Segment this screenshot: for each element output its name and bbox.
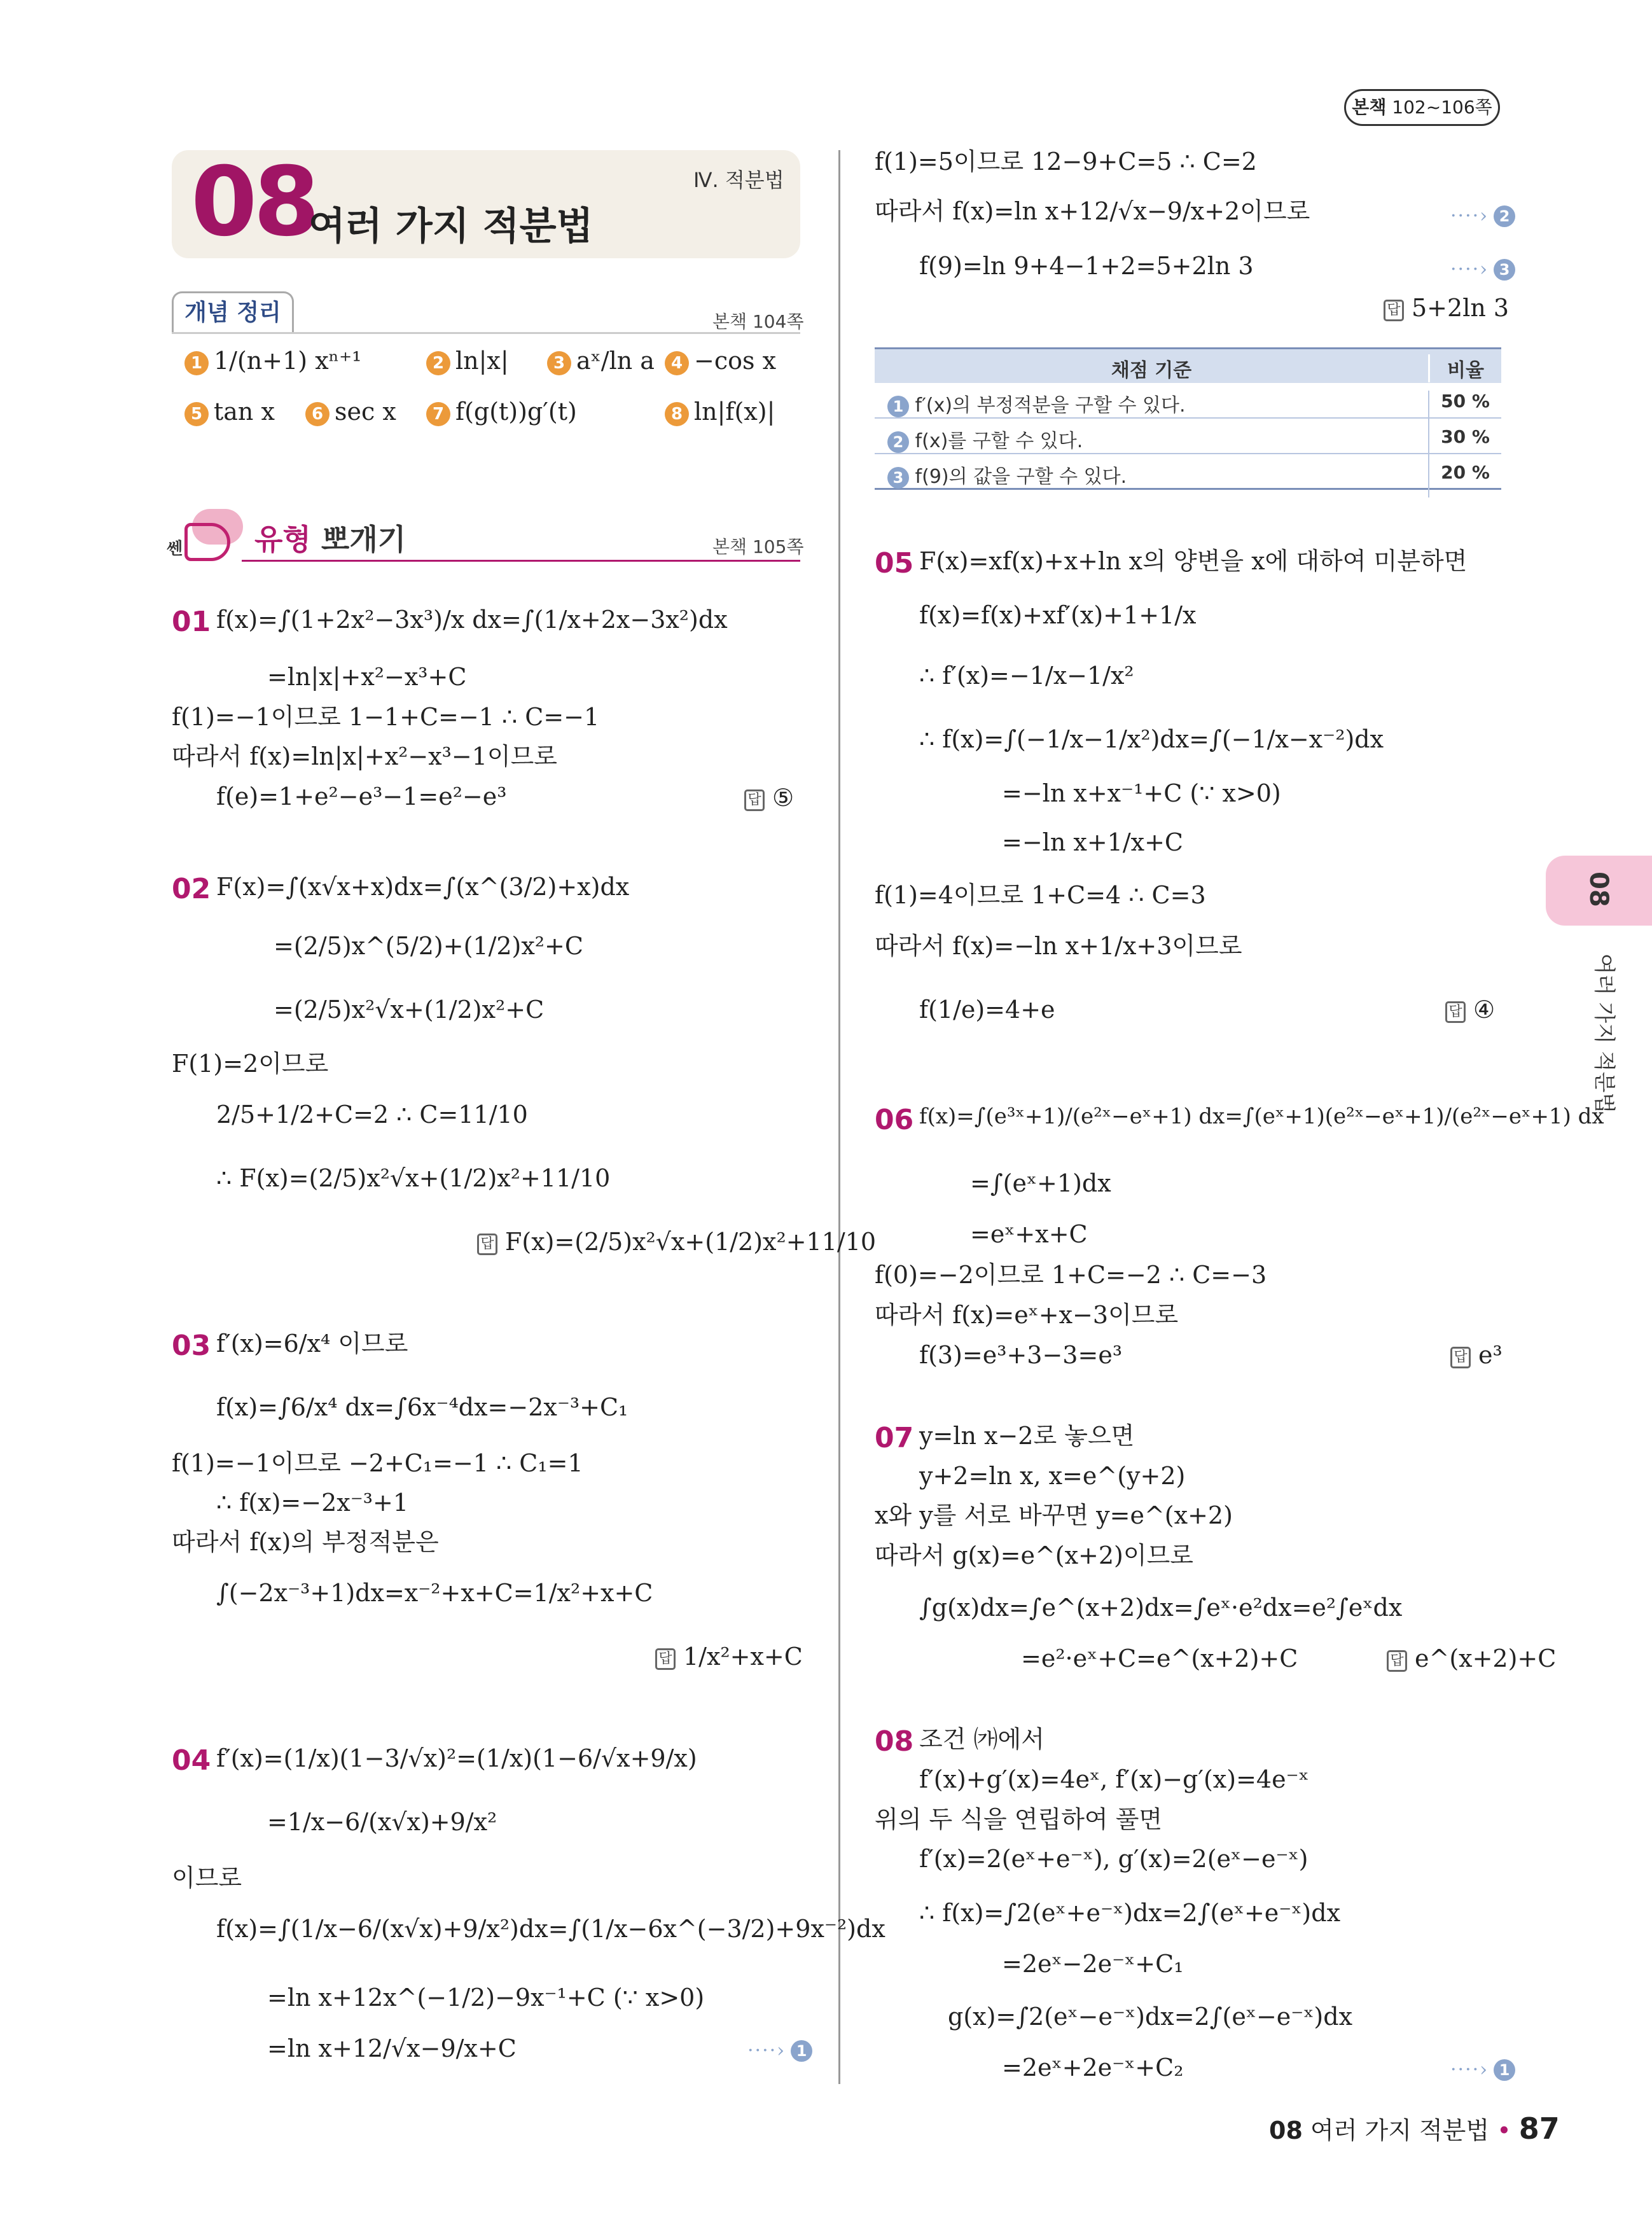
arrow-icon: ····› <box>1450 205 1489 227</box>
rubric-row-3-text <box>887 461 1127 489</box>
answer-icon: 답 <box>1387 1650 1407 1672</box>
q06-answer <box>1450 1341 1503 1370</box>
q05-line-4: ∴ f(x)=∫(−1/x−1/x²)dx=∫(−1/x−x⁻²)dx <box>919 725 1384 753</box>
q01-answer-value: ⑤ <box>772 784 795 812</box>
page-number: 87 <box>1518 2111 1560 2146</box>
q05-line-5: =−ln x+x⁻¹+C (∵ x>0) <box>1002 779 1281 807</box>
q06-answer-value: e³ <box>1478 1341 1503 1369</box>
q04-line-2: =1/x−6/(x√x)+9/x² <box>267 1808 497 1836</box>
q04-cont-line-2: 따라서 f(x)=ln x+12/√x−9/x+2이므로 <box>875 197 1310 225</box>
q04-cont-line-3: f(9)=ln 9+4−1+2=5+2ln 3 <box>919 252 1254 280</box>
q08-mark-num: 1 <box>1494 2059 1515 2081</box>
q07-line-1: y=ln x−2로 놓으면 <box>919 1422 1135 1450</box>
concept-text-8: ln|f(x)| <box>694 398 775 426</box>
concept-divider <box>172 332 800 334</box>
rubric-row-3-desc: f(9)의 값을 구할 수 있다. <box>915 466 1127 488</box>
q05-number: 05 <box>875 547 914 580</box>
q05-line-2: f(x)=f(x)+xf′(x)+1+1/x <box>919 601 1197 629</box>
concept-num-8: 8 <box>665 402 689 426</box>
q04-answer-value: 5+2ln 3 <box>1412 294 1510 322</box>
section-title-rest: 뽀개기 <box>310 522 406 557</box>
rubric-head-criteria: 채점 기준 <box>1111 359 1192 382</box>
chapter-number: 08 <box>191 147 316 258</box>
q05-line-9: f(1/e)=4+e <box>919 996 1055 1024</box>
concept-item-5 <box>184 398 275 426</box>
concept-text-1: 1/(n+1) xⁿ⁺¹ <box>214 347 362 375</box>
arrow-icon: ····› <box>747 2040 786 2062</box>
rubric-row-3-num: 3 <box>887 467 909 489</box>
rubric-row-2-rate: 30 % <box>1428 426 1501 462</box>
concept-text-4: −cos x <box>694 347 777 375</box>
page-footer <box>1269 2111 1560 2146</box>
q04-cont-mark-3 <box>1450 253 1515 282</box>
rubric-row-1-num: 1 <box>887 396 909 417</box>
arrow-icon: ····› <box>1450 258 1489 281</box>
q07-number: 07 <box>875 1422 914 1454</box>
rubric-row-3 <box>875 454 1501 490</box>
side-tab-title: 여러 가지 적분법 <box>1591 953 1617 1114</box>
q05-line-6: =−ln x+1/x+C <box>1002 828 1183 856</box>
q08-line-4: f′(x)=2(eˣ+e⁻ˣ), g′(x)=2(eˣ−e⁻ˣ) <box>919 1845 1308 1873</box>
q02-line-4: F(1)=2이므로 <box>172 1050 329 1078</box>
q08-line-1: 조건 ㈎에서 <box>919 1725 1045 1753</box>
side-tab-number: 08 <box>1583 872 1613 907</box>
concept-num-7: 7 <box>426 402 450 426</box>
q02-line-2: =(2/5)x^(5/2)+(1/2)x²+C <box>274 932 583 960</box>
q03-line-5: 따라서 f(x)의 부정적분은 <box>172 1528 439 1556</box>
concept-item-8 <box>665 398 775 426</box>
q03-number: 03 <box>172 1330 211 1362</box>
q03-line-4: ∴ f(x)=−2x⁻³+1 <box>216 1489 408 1517</box>
concept-num-6: 6 <box>305 402 330 426</box>
top-ref-bold: 본책 <box>1352 97 1387 118</box>
answer-icon: 답 <box>1445 1001 1466 1023</box>
q03-line-1: f′(x)=6/x⁴ 이므로 <box>216 1330 408 1358</box>
q04-cont-mark-3-num: 3 <box>1494 259 1515 281</box>
footer-sep: • <box>1497 2116 1511 2144</box>
answer-icon: 답 <box>655 1648 676 1670</box>
q02-line-3: =(2/5)x²√x+(1/2)x²+C <box>274 996 545 1024</box>
q04-cont-line-1: f(1)=5이므로 12−9+C=5 ∴ C=2 <box>875 148 1257 176</box>
answer-icon: 답 <box>744 789 765 811</box>
rubric-row-2-num: 2 <box>887 431 909 453</box>
concept-text-6: sec x <box>335 398 396 426</box>
rubric-row-2-desc: f(x)를 구할 수 있다. <box>915 430 1083 452</box>
q08-line-2: f′(x)+g′(x)=4eˣ, f′(x)−g′(x)=4e⁻ˣ <box>919 1765 1309 1793</box>
q02-answer <box>477 1228 876 1257</box>
answer-icon: 답 <box>1384 300 1404 321</box>
chapter-title-box <box>172 147 800 258</box>
concept-ref: 본책 104쪽 <box>712 311 804 332</box>
q08-line-7: g(x)=∫2(eˣ−e⁻ˣ)dx=2∫(eˣ−e⁻ˣ)dx <box>948 2003 1353 2031</box>
rubric-row-2-text <box>887 425 1083 453</box>
q01-line-1: f(x)=∫(1+2x²−3x³)/x dx=∫(1/x+2x−3x²)dx <box>216 606 728 634</box>
q04-cont-mark-2-num: 2 <box>1494 205 1515 227</box>
q06-line-2: =∫(eˣ+1)dx <box>970 1169 1111 1197</box>
q07-line-4: 따라서 g(x)=e^(x+2)이므로 <box>875 1541 1193 1569</box>
concept-text-3: aˣ/ln a <box>576 347 655 375</box>
q06-line-1: f(x)=∫(e³ˣ+1)/(e²ˣ−eˣ+1) dx=∫(eˣ+1)(e²ˣ−eˣ+1)/(e²ˣ−eˣ+1) dx <box>919 1104 1604 1129</box>
q06-line-3: =eˣ+x+C <box>970 1220 1088 1248</box>
q07-answer <box>1387 1644 1556 1674</box>
q01-line-5: f(e)=1+e²−e³−1=e²−e³ <box>216 782 507 810</box>
q05-answer-value: ④ <box>1473 996 1496 1024</box>
q07-line-2: y+2=ln x, x=e^(y+2) <box>919 1462 1186 1490</box>
q03-answer-value: 1/x²+x+C <box>683 1643 803 1671</box>
concept-num-5: 5 <box>184 402 209 426</box>
q02-number: 02 <box>172 873 211 905</box>
q07-line-5: ∫g(x)dx=∫e^(x+2)dx=∫eˣ·e²dx=e²∫eˣdx <box>919 1594 1403 1622</box>
answer-icon: 답 <box>477 1234 497 1255</box>
q03-line-6: ∫(−2x⁻³+1)dx=x⁻²+x+C=1/x²+x+C <box>216 1579 653 1607</box>
logo-shape-front <box>184 523 230 561</box>
q04-line-5: =ln x+12x^(−1/2)−9x⁻¹+C (∵ x>0) <box>267 1984 705 2012</box>
q05-answer <box>1445 996 1495 1025</box>
concept-item-6 <box>305 398 396 426</box>
column-divider <box>838 150 840 2084</box>
q08-line-5: ∴ f(x)=∫2(eˣ+e⁻ˣ)dx=2∫(eˣ+e⁻ˣ)dx <box>919 1899 1341 1927</box>
logo-text: 쎈 <box>167 539 183 559</box>
concept-num-1: 1 <box>184 351 209 375</box>
section-title-accent: 유형 <box>254 522 311 557</box>
q04-cont-mark-2 <box>1450 200 1515 229</box>
top-ref-pages: 102~106쪽 <box>1386 97 1492 118</box>
q05-line-3: ∴ f′(x)=−1/x−1/x² <box>919 662 1134 690</box>
footer-chapter: 08 <box>1269 2116 1303 2144</box>
q04-mark <box>747 2034 812 2064</box>
q08-line-6: =2eˣ−2e⁻ˣ+C₁ <box>1002 1950 1184 1978</box>
q01-line-3: f(1)=−1이므로 1−1+C=−1 ∴ C=−1 <box>172 703 600 731</box>
q07-line-6: =e²·eˣ+C=e^(x+2)+C <box>1021 1644 1298 1672</box>
concept-tab-label: 개념 정리 <box>184 300 281 326</box>
concept-tab <box>172 291 294 333</box>
q08-line-8: =2eˣ+2e⁻ˣ+C₂ <box>1002 2054 1184 2082</box>
q04-line-6: =ln x+12/√x−9/x+C <box>267 2034 517 2062</box>
q02-answer-value: F(x)=(2/5)x²√x+(1/2)x²+11/10 <box>505 1228 877 1256</box>
q07-answer-value: e^(x+2)+C <box>1415 1644 1557 1672</box>
q04-number: 04 <box>172 1744 211 1777</box>
concept-item-3 <box>547 347 655 375</box>
rubric-head-rate: 비율 <box>1428 354 1501 382</box>
q02-line-1: F(x)=∫(x√x+x)dx=∫(x^(3/2)+x)dx <box>216 873 630 901</box>
rubric-row-1 <box>875 383 1501 419</box>
rubric-row-1-text <box>887 389 1186 417</box>
q04-mark-num: 1 <box>791 2040 812 2062</box>
concept-text-7: f(g(t))g′(t) <box>455 398 577 426</box>
q04-answer <box>1384 294 1509 323</box>
rubric-row-1-rate: 50 % <box>1428 391 1501 426</box>
arrow-icon: ····› <box>1450 2059 1489 2081</box>
q02-line-5: 2/5+1/2+C=2 ∴ C=11/10 <box>216 1101 528 1129</box>
q04-line-1: f′(x)=(1/x)(1−3/√x)²=(1/x)(1−6/√x+9/x) <box>216 1744 697 1772</box>
section-title <box>254 517 406 559</box>
footer-title: 여러 가지 적분법 <box>1310 2116 1490 2144</box>
concept-text-2: ln|x| <box>455 347 509 375</box>
q01-line-2: =ln|x|+x²−x³+C <box>267 663 467 691</box>
q08-line-3: 위의 두 식을 연립하여 풀면 <box>875 1805 1163 1833</box>
q05-line-7: f(1)=4이므로 1+C=4 ∴ C=3 <box>875 881 1206 909</box>
q04-line-4: f(x)=∫(1/x−6/(x√x)+9/x²)dx=∫(1/x−6x^(−3/2)+9x⁻²)dx <box>216 1915 885 1943</box>
concept-text-5: tan x <box>214 398 275 426</box>
rubric-header <box>875 347 1501 383</box>
chapter-title: 여러 가지 적분법 <box>309 204 593 249</box>
q03-answer <box>655 1643 803 1672</box>
concept-item-2 <box>426 347 509 375</box>
concept-items <box>184 347 808 442</box>
q02-line-6: ∴ F(x)=(2/5)x²√x+(1/2)x²+11/10 <box>216 1164 611 1192</box>
q04-line-3: 이므로 <box>172 1864 242 1892</box>
q03-line-3: f(1)=−1이므로 −2+C₁=−1 ∴ C₁=1 <box>172 1449 583 1477</box>
answer-icon: 답 <box>1450 1347 1471 1368</box>
q06-line-4: f(0)=−2이므로 1+C=−2 ∴ C=−3 <box>875 1261 1267 1289</box>
q07-line-3: x와 y를 서로 바꾸면 y=e^(x+2) <box>875 1501 1233 1529</box>
concept-item-7 <box>426 398 577 426</box>
concept-num-3: 3 <box>547 351 571 375</box>
concept-num-4: 4 <box>665 351 689 375</box>
concept-item-4 <box>665 347 776 375</box>
rubric-row-1-desc: f′(x)의 부정적분을 구할 수 있다. <box>915 394 1186 417</box>
q05-line-1: F(x)=xf(x)+x+ln x의 양변을 x에 대하여 미분하면 <box>919 547 1468 575</box>
section-underline <box>242 560 800 562</box>
section-ref: 본책 105쪽 <box>712 536 804 557</box>
rubric-row-2 <box>875 419 1501 454</box>
top-page-ref <box>1344 89 1500 126</box>
rubric-row-3-rate: 20 % <box>1428 462 1501 497</box>
q06-line-6: f(3)=e³+3−3=e³ <box>919 1341 1123 1369</box>
q06-line-5: 따라서 f(x)=eˣ+x−3이므로 <box>875 1301 1179 1329</box>
q06-number: 06 <box>875 1104 914 1136</box>
side-tab <box>1546 856 1652 926</box>
q03-line-2: f(x)=∫6/x⁴ dx=∫6x⁻⁴dx=−2x⁻³+C₁ <box>216 1393 628 1421</box>
chapter-unit: Ⅳ. 적분법 <box>693 168 784 192</box>
q08-number: 08 <box>875 1725 914 1758</box>
q01-number: 01 <box>172 606 211 638</box>
q01-answer <box>744 784 794 813</box>
concept-num-2: 2 <box>426 351 450 375</box>
q08-mark <box>1450 2054 1515 2083</box>
q05-line-8: 따라서 f(x)=−ln x+1/x+3이므로 <box>875 932 1242 960</box>
concept-item-1 <box>184 347 361 375</box>
section-logo <box>167 506 249 564</box>
q01-line-4: 따라서 f(x)=ln|x|+x²−x³−1이므로 <box>172 742 558 770</box>
